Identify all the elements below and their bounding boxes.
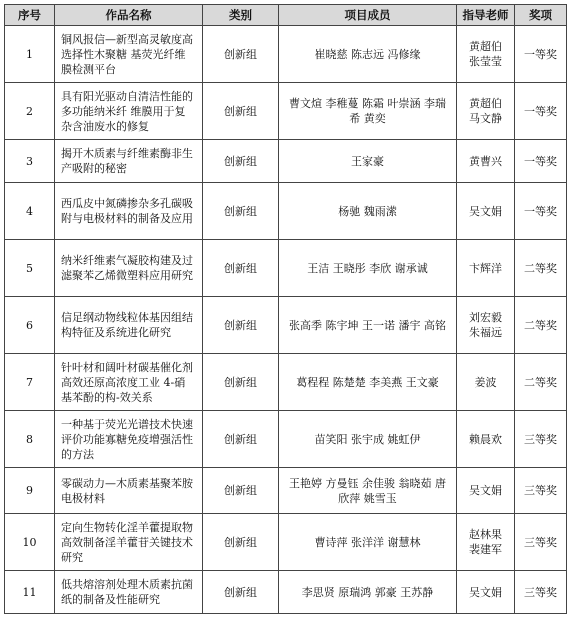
table-row <box>5 411 567 468</box>
teachers <box>457 240 515 297</box>
work-name: 铜风报信—新型高灵敏度高选择性木聚糖 基荧光纤维膜检测平台 <box>55 26 203 83</box>
members: 曹文煊 李稚蔓 陈霜 叶崇涵 李瑞希 黄奕 <box>279 83 457 140</box>
work-name: 具有阳光驱动自清洁性能的多功能纳米纤 维膜用于复杂含油废水的修复 <box>55 83 203 140</box>
members: 李思贤 原瑞鸿 郭豪 王苏静 <box>279 571 457 614</box>
row-index: 5 <box>5 240 55 297</box>
row-index: 10 <box>5 514 55 571</box>
teachers <box>457 411 515 468</box>
header-index: 序号 <box>5 5 55 26</box>
header-work-name: 作品名称 <box>55 5 203 26</box>
teachers <box>457 140 515 183</box>
teacher-name: 黄超伯 <box>469 97 502 110</box>
members: 王洁 王晓彤 李欣 谢承诚 <box>279 240 457 297</box>
category: 创新组 <box>203 26 279 83</box>
row-index: 11 <box>5 571 55 614</box>
teacher-name: 裴建军 <box>469 543 502 556</box>
award: 一等奖 <box>515 140 567 183</box>
row-index: 8 <box>5 411 55 468</box>
award: 一等奖 <box>515 26 567 83</box>
members: 王艳婷 方曼钰 余佳骏 翁晓茹 唐欣萍 姚雪玉 <box>279 468 457 514</box>
work-name: 定向生物转化淫羊藿提取物高效制备淫羊藿苷关键技术研究 <box>55 514 203 571</box>
members: 王家豪 <box>279 140 457 183</box>
header-award: 奖项 <box>515 5 567 26</box>
awards-table-container <box>4 4 567 614</box>
table-row <box>5 468 567 514</box>
work-name: 揭开木质素与纤维素酶非生产吸附的秘密 <box>55 140 203 183</box>
row-index: 1 <box>5 26 55 83</box>
category: 创新组 <box>203 571 279 614</box>
award: 三等奖 <box>515 468 567 514</box>
award: 二等奖 <box>515 240 567 297</box>
table-row <box>5 26 567 83</box>
teacher-name: 朱福远 <box>469 326 502 339</box>
work-name: 信足纲动物线粒体基因组结构特征及系统进化研究 <box>55 297 203 354</box>
table-row <box>5 297 567 354</box>
table-header-row <box>5 5 567 26</box>
award: 三等奖 <box>515 514 567 571</box>
table-row <box>5 240 567 297</box>
award: 一等奖 <box>515 83 567 140</box>
members: 苗笑阳 张宇成 姚虹伊 <box>279 411 457 468</box>
work-name: 低共熔溶剂处理木质素抗菌纸的制备及性能研究 <box>55 571 203 614</box>
teacher-name: 姜波 <box>474 375 497 389</box>
award: 一等奖 <box>515 183 567 240</box>
category: 创新组 <box>203 183 279 240</box>
table-row <box>5 83 567 140</box>
category: 创新组 <box>203 240 279 297</box>
category: 创新组 <box>203 468 279 514</box>
table-row <box>5 183 567 240</box>
work-name: 西瓜皮中氮磷掺杂多孔碳吸附与电极材料的制备及应用 <box>55 183 203 240</box>
teacher-name: 卞辉洋 <box>469 261 502 275</box>
teachers <box>457 514 515 571</box>
table-row <box>5 140 567 183</box>
row-index: 3 <box>5 140 55 183</box>
row-index: 4 <box>5 183 55 240</box>
teachers <box>457 354 515 411</box>
row-index: 6 <box>5 297 55 354</box>
members: 崔晓慈 陈志远 冯修缘 <box>279 26 457 83</box>
header-members: 项目成员 <box>279 5 457 26</box>
teacher-name: 刘宏毅 <box>469 311 502 324</box>
members: 张高季 陈宇坤 王一诺 潘宇 高铭 <box>279 297 457 354</box>
teachers <box>457 26 515 83</box>
header-teacher: 指导老师 <box>457 5 515 26</box>
teachers <box>457 83 515 140</box>
awards-table <box>4 4 567 614</box>
teacher-name: 吴文娟 <box>469 484 502 497</box>
work-name: 零碳动力—木质素基聚苯胺电极材料 <box>55 468 203 514</box>
teachers <box>457 571 515 614</box>
table-row <box>5 571 567 614</box>
teachers <box>457 297 515 354</box>
work-name: 一种基于荧光光谱技术快速评价功能寡糖免疫增强活性的方法 <box>55 411 203 468</box>
teacher-name: 赖晨欢 <box>469 432 502 446</box>
teachers <box>457 468 515 514</box>
teacher-name: 马文静 <box>469 112 502 125</box>
teachers <box>457 183 515 240</box>
award: 二等奖 <box>515 354 567 411</box>
teacher-name: 吴文娟 <box>469 585 502 599</box>
award: 二等奖 <box>515 297 567 354</box>
members: 葛程程 陈楚楚 李美燕 王文豪 <box>279 354 457 411</box>
table-row <box>5 354 567 411</box>
category: 创新组 <box>203 514 279 571</box>
members: 曹诗萍 张洋洋 谢慧林 <box>279 514 457 571</box>
category: 创新组 <box>203 411 279 468</box>
award: 三等奖 <box>515 411 567 468</box>
work-name: 纳米纤维素气凝胶构建及过滤聚苯乙烯微塑料应用研究 <box>55 240 203 297</box>
category: 创新组 <box>203 297 279 354</box>
category: 创新组 <box>203 354 279 411</box>
teacher-name: 赵林果 <box>469 528 502 541</box>
teacher-name: 张莹莹 <box>469 55 502 68</box>
teacher-name: 黄超伯 <box>469 40 502 53</box>
header-category: 类别 <box>203 5 279 26</box>
row-index: 2 <box>5 83 55 140</box>
table-row <box>5 514 567 571</box>
work-name: 针叶材和阔叶材碳基催化剂高效还原高浓度工业 4-硝基苯酚的构-效关系 <box>55 354 203 411</box>
row-index: 9 <box>5 468 55 514</box>
category: 创新组 <box>203 83 279 140</box>
members: 杨驰 魏雨潆 <box>279 183 457 240</box>
category: 创新组 <box>203 140 279 183</box>
award: 三等奖 <box>515 571 567 614</box>
row-index: 7 <box>5 354 55 411</box>
teacher-name: 黄曹兴 <box>469 154 502 168</box>
teacher-name: 吴文娟 <box>469 204 502 218</box>
